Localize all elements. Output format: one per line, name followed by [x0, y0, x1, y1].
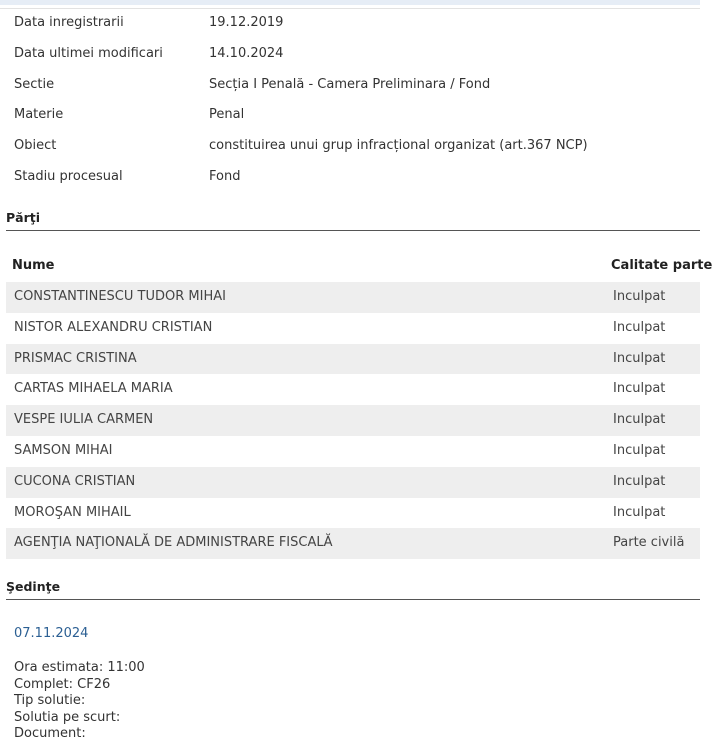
detail-row-matter [0, 101, 700, 132]
parties-table-header [6, 252, 712, 282]
detail-label: Obiect [14, 138, 57, 154]
column-header-role: Calitate parte [611, 258, 712, 273]
detail-label: Sectie [14, 76, 55, 92]
party-role: Inculpat [613, 504, 666, 520]
detail-value: 14.10.2024 [209, 45, 284, 61]
detail-value: Fond [209, 168, 241, 184]
detail-row-section [0, 71, 700, 102]
party-role: Inculpat [613, 412, 666, 428]
party-name: CARTAS MIHAELA MARIA [14, 381, 173, 397]
table-row [6, 374, 700, 405]
hearing-date: 07.11.2024 [14, 626, 89, 641]
party-name: VESPE IULIA CARMEN [14, 412, 154, 428]
hearing-spacer [14, 648, 694, 660]
party-name: NISTOR ALEXANDRU CRISTIAN [14, 319, 213, 335]
table-row [6, 405, 700, 436]
party-name: CONSTANTINESCU TUDOR MIHAI [14, 289, 226, 304]
table-row [6, 528, 700, 559]
party-role: Inculpat [613, 442, 666, 458]
detail-value: constituirea unui grup infracțional organizat (art.367 NCP) [209, 138, 588, 154]
detail-row-procedural-stage [0, 163, 700, 194]
parties-table [6, 252, 712, 559]
detail-label: Data ultimei modificari [14, 45, 163, 61]
top-navigation-strip [0, 0, 700, 5]
party-role: Inculpat [613, 319, 666, 335]
detail-value: 19.12.2019 [209, 15, 284, 30]
party-role: Inculpat [613, 350, 666, 366]
column-header-name: Nume [12, 258, 55, 273]
case-details [0, 9, 700, 194]
detail-label: Materie [14, 107, 64, 123]
parties-section-heading: Părţi [6, 210, 700, 231]
table-row [6, 498, 700, 529]
table-row [6, 313, 700, 344]
party-role: Inculpat [613, 289, 666, 304]
detail-row-object [0, 132, 700, 163]
detail-row-last-modified [0, 40, 700, 71]
detail-label: Stadiu procesual [14, 168, 123, 184]
detail-row-registration-date [0, 9, 700, 40]
table-row [6, 282, 700, 313]
table-row [6, 436, 700, 467]
party-name: PRISMAC CRISTINA [14, 350, 137, 366]
party-name: SAMSON MIHAI [14, 442, 113, 458]
party-role: Inculpat [613, 381, 666, 397]
party-name: CUCONA CRISTIAN [14, 473, 136, 489]
detail-value: Penal [209, 107, 245, 123]
hearings-section-heading: Şedinţe [6, 579, 700, 600]
party-name: AGENŢIA NAŢIONALĂ DE ADMINISTRARE FISCALĂ [14, 535, 333, 551]
detail-label: Data inregistrarii [14, 15, 124, 30]
table-row [6, 467, 700, 498]
party-name: MOROŞAN MIHAIL [14, 504, 131, 520]
hearing-estimated-time: Ora estimata: 11:00 [14, 660, 145, 675]
party-role: Parte civilă [613, 535, 685, 551]
hearing-entry [14, 626, 694, 743]
hearing-panel: Complet: CF26 [14, 676, 111, 692]
party-role: Inculpat [613, 473, 666, 489]
hearing-document: Document: [14, 726, 86, 741]
detail-value: Secția I Penală - Camera Preliminara / Fond [209, 76, 491, 92]
table-row [6, 344, 700, 375]
hearing-solution-type: Tip solutie: [14, 693, 86, 708]
hearing-solution-summary: Solutia pe scurt: [14, 709, 121, 725]
